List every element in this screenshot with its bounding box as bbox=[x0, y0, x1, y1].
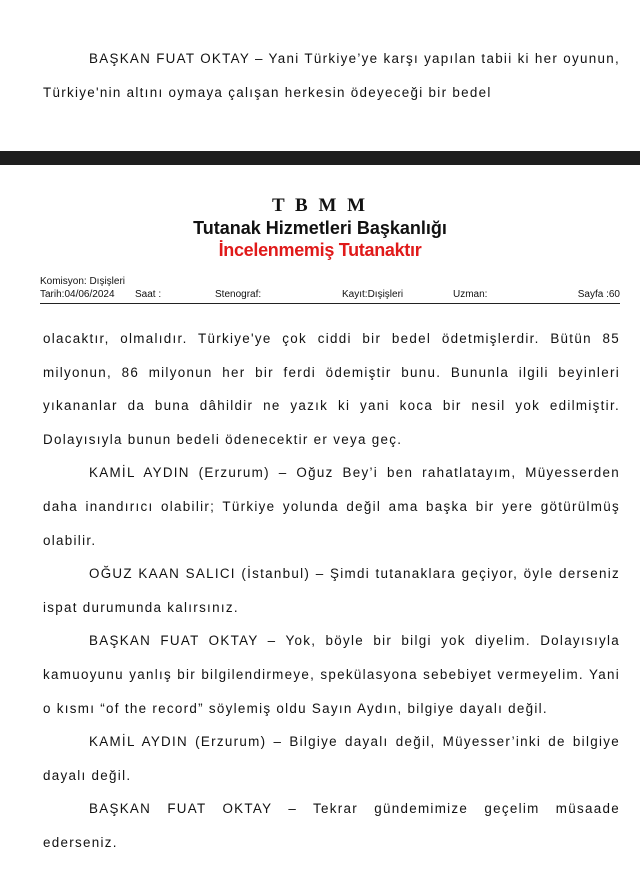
speech-paragraph: BAŞKAN FUAT OKTAY – Yok, böyle bir bilgi yok diyelim. Dolayısıyla kamuoyunu yanlış bir bilgilendirmeye, spekülasyona sebebiyet vermeyelim. Yani o kısmı “of the record” söylemiş oldu Sayın Aydın, bilgiye dayalı değil. bbox=[43, 633, 620, 716]
meta-page: Sayfa :60 bbox=[577, 289, 620, 300]
speech-paragraph: KAMİL AYDIN (Erzurum) – Bilgiye dayalı değil, Müyesser’inki de bilgiye dayalı değil. bbox=[43, 734, 620, 783]
meta-expert: Uzman: bbox=[453, 289, 488, 300]
transcript-body bbox=[43, 322, 620, 860]
speech-paragraph: KAMİL AYDIN (Erzurum) – Oğuz Bey’i ben rahatlatayım, Müyesserden daha inandırıcı olabilir; Türkiye yolunda değil ama başka bir yere götürülmüş olabilir. bbox=[43, 465, 620, 548]
office-title: Tutanak Hizmetleri Başkanlığı bbox=[193, 218, 447, 238]
meta-commission: Komisyon: Dışişleri bbox=[40, 276, 126, 287]
speech-paragraph: BAŞKAN FUAT OKTAY – Yani Türkiye’ye karşı yapılan tabii ki her oyunun, Türkiye'nin altını oymaya çalışan herkesin ödeyeceği bir bedel bbox=[43, 51, 620, 100]
meta-rule bbox=[40, 303, 620, 304]
speech-paragraph: OĞUZ KAAN SALICI (İstanbul) – Şimdi tutanaklara geçiyor, öyle derseniz ispat durumunda kalırsınız. bbox=[43, 566, 620, 615]
meta-row bbox=[40, 289, 620, 302]
meta-stenographer: Stenograf: bbox=[215, 289, 262, 300]
meta-date: Tarih:04/06/2024 bbox=[40, 289, 115, 300]
org-title: T B M M bbox=[271, 195, 369, 216]
speech-paragraph: BAŞKAN FUAT OKTAY – Tekrar gündemimize geçelim müsaade ederseniz. bbox=[43, 801, 620, 850]
document-header bbox=[0, 195, 640, 261]
previous-page-fragment bbox=[43, 42, 620, 109]
status-title: İncelenmemiş Tutanaktır bbox=[218, 240, 422, 260]
speech-paragraph: olacaktır, olmalıdır. Türkiye'ye çok ciddi bir bedel ödetmişlerdir. Bütün 85 milyonun, 86 milyonun her bir ferdi ödemiştir bunu. Bununla ilgili beyinleri yıkananlar da buna dâhildir ne yazık ki yani koca bir nesil yok edilmiştir. Dolayısıyla bunun bedeli ödenecektir er veya geç. bbox=[43, 331, 620, 447]
meta-record: Kayıt:Dışişleri bbox=[342, 289, 404, 300]
page-break-divider bbox=[0, 151, 640, 165]
meta-time: Saat : bbox=[135, 289, 162, 300]
